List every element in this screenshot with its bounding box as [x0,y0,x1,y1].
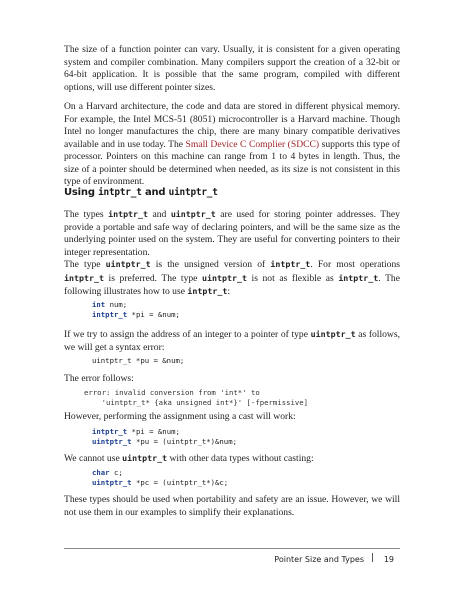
code-block-cast [92,427,237,447]
inline-code: intptr_t [64,272,104,283]
paragraph-error-follows: The error follows: [64,373,134,384]
code-keyword: intptr_t [92,310,128,319]
paragraph-conclusion: These types should be used when portability and safety are an issue. However, we will not use them in our examples to simplify their explanations. [64,494,400,518]
code-keyword: char [92,468,110,477]
inline-code: intptr_t [187,286,228,296]
paragraph-uintptr-description [64,258,400,299]
code-keyword: int [92,300,106,309]
code-keyword: intptr_t [92,427,128,436]
sdcc-link[interactable]: Small Device C Complier (SDCC) [185,138,320,150]
code-keyword: uintptr_t [92,478,132,487]
code-text: *pi = &num; [127,310,180,319]
paragraph-text: The types [64,209,109,220]
paragraph-text: supports this type of processor. Pointers on this machine can range from 1 to 4 bytes in length. Thus, the size of a pointer should be determined when needed, as its size is not consistent in this type of environment. [64,138,400,187]
error-line: error: invalid conversion from 'int*' to [84,388,260,397]
page-number: 19 [383,555,394,564]
paragraph-text: : [227,286,231,297]
code-block-error-message [84,388,308,408]
paragraph-text: On a Harvard architecture, the code and data are stored in different physical memory. For example, the Intel MCS-51 (8051) microcontroller is a Harvard machine. Though Intel no longer manufactures the chip, there are many binary compatible derivatives available and in use today. The [64,101,400,150]
code-text: c; [109,468,123,477]
code-text: *pi = &num; [127,427,180,436]
page-footer [64,548,400,567]
paragraph-function-pointer-size: The size of a function pointer can vary. Usually, it is consistent for a given operating system and compiler combination. Many compilers support the creation of a 32-bit or 64-bit application. It is possible that the same program, compiled with different options, will use different pointer sizes. [64,44,400,93]
inline-code: intptr_t [108,209,149,219]
section-heading [64,187,218,198]
paragraph-text: If we try to assign the address of an integer to a pointer of type [64,329,311,340]
code-keyword: uintptr_t [92,437,132,446]
inline-code: uintptr_t [122,453,168,463]
paragraph-no-casting [64,452,400,466]
paragraph-text: We cannot use [64,453,123,464]
heading-text: and [144,187,166,198]
paragraph-text: The type [64,259,106,270]
paragraph-types-intro [64,208,400,259]
paragraph-text: with other data types without casting: [167,453,314,464]
inline-code: intptr_t [270,259,311,269]
paragraph-text: are used for storing pointer addresses. They provide a portable and safe way of declaring pointers, and will be the same size as the underlying pointer used on the system. They are useful for converting pointers to their integer representation. [64,209,400,258]
code-block-intptr [92,300,180,320]
paragraph-text: is not as flexible as [246,272,339,284]
paragraph-text: . For most operations [310,259,401,270]
heading-code: intptr_t [98,187,142,198]
code-text: num; [105,300,128,309]
inline-code: uintptr_t [202,272,247,283]
paragraph-text: and [148,209,171,220]
paragraph-syntax-error-intro [64,328,400,354]
code-block-uintptr-assign: uintptr_t *pu = &num; [92,356,185,365]
inline-code: uintptr_t [310,329,356,339]
error-line: 'uintptr_t* {aka unsigned int*}' [-fpermissive] [84,398,309,407]
paragraph-harvard-architecture [64,101,400,189]
paragraph-text: . The following illustrates how to use [64,272,400,297]
inline-code: uintptr_t [170,209,216,219]
paragraph-text: as follows, we will get a syntax error: [64,329,400,353]
paragraph-text: is the unsigned version of [150,259,271,270]
code-text: *pu = (uintptr_t*)&num; [131,437,237,446]
inline-code: uintptr_t [105,259,151,269]
code-block-char-cast [92,468,228,488]
inline-code: intptr_t [338,272,379,283]
heading-code: uintptr_t [168,187,218,198]
paragraph-cast-intro: However, performing the assignment using a cast will work: [64,411,296,422]
paragraph-text: is preferred. The type [103,272,202,284]
code-text: *pc = (uintptr_t*)&c; [131,478,229,487]
heading-text: Using [64,187,95,198]
footer-section-title: Pointer Size and Types [274,555,364,564]
footer-separator: | [370,553,374,563]
